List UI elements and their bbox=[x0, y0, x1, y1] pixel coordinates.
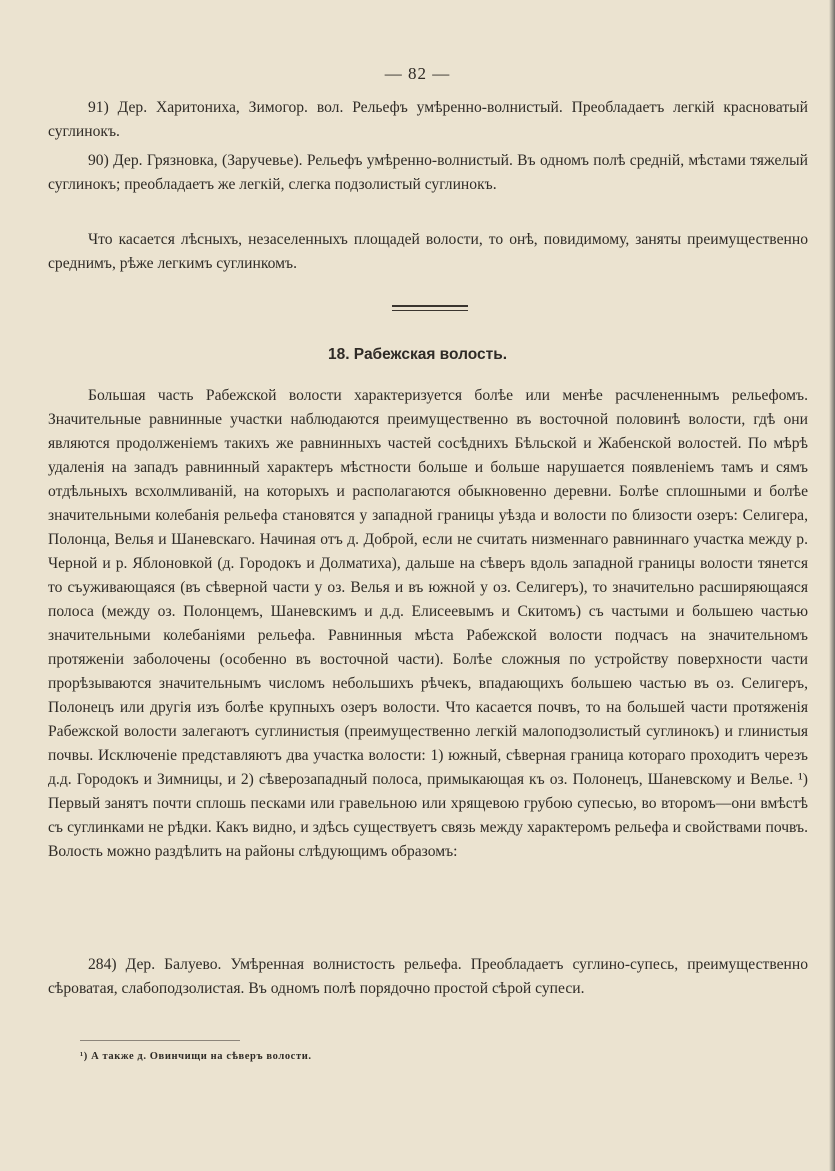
footnote-rule bbox=[80, 1040, 240, 1041]
paragraph-284: 284) Дер. Балуево. Умѣренная волнистость рельефа. Преобладаетъ суглино-супесь, преимущественно сѣроватая, слабоподзолистая. Въ одномъ полѣ порядочно простой сѣрой супеси. bbox=[48, 956, 808, 997]
footnote: ¹) А также д. Овинчищи на сѣверъ волости. bbox=[80, 1051, 312, 1062]
paragraph-91: 91) Дер. Харитониха, Зимогор. вол. Рельефъ умѣренно-волнистый. Преобладаетъ легкій красноватый суглинокъ. bbox=[48, 99, 808, 140]
page-number: — 82 — bbox=[384, 64, 451, 83]
paragraph-90: 90) Дер. Грязновка, (Заручевье). Рельефъ умѣренно-волнистый. Въ одномъ полѣ средній, мѣстами тяжелый суглинокъ; преобладаетъ же легкій, слегка подзолистый суглинокъ. bbox=[48, 152, 808, 193]
paragraph-rabezh-overview: Большая часть Рабежской волости характеризуется болѣе или менѣе расчлененнымъ рельефомъ. Значительные равнинные участки наблюдаются преимущественно въ восточной половинѣ волости, гдѣ они являются продолженіемъ такихъ же равнинныхъ частей сосѣднихъ Бѣльской и Жабенской волостей. По мѣрѣ удаленія на западъ равнинный характеръ мѣстности больше и больше нарушается появленіемъ тамъ и сямъ отдѣльныхъ всхолмливаній, на которыхъ и располагаются обыкновенно деревни. Болѣе сплошными и болѣе значительными колебанія рельефа становятся у западной границы уѣзда и волости по близости озеръ: Селигера, Полонца, Велья и Шаневскаго. Начиная отъ д. Доброй, если не считать низменнаго равниннаго участка между р. Черной и р. Яблоновкой (д. Городокъ и Долматиха), дальше на сѣверъ вдоль западной границы волости тянется то съуживающаяся (въ сѣверной части у оз. Велья и въ южной у оз. Селигеръ), то значительно расширяющаяся полоса (между оз. Полонцемъ, Шаневскимъ и д.д. Елисеевымъ и Скитомъ) съ частыми и большею частью значительными колебаніями рельефа. Равнинныя мѣста Рабежской волости подчасъ на значительномъ протяженіи заболочены (особенно въ восточной части). Болѣе сложныя по устройству поверхности части прорѣзываются значительнымъ числомъ небольшихъ рѣчекъ, впадающихъ большею частью въ оз. Селигеръ, Полонецъ или другія изъ болѣе крупныхъ озеръ волости. Что касается почвъ, то на большей части протяженія Рабежской волости залегаютъ суглинистыя (преимущественно легкій малоподзолистый суглинокъ) и глинистыя почвы. Исключеніе представляютъ два участка волости: 1) южный, сѣверная граница котораго проходитъ черезъ д.д. Городокъ и Зимницы, и 2) сѣверозападный полоса, примыкающая къ оз. Полонецъ, Шаневскому и Велье. ¹) Первый занятъ почти сплошь песками или гравельною или хрящевою грубою супесью, во второмъ—они вмѣстѣ съ суглинками не рѣдки. Какъ видно, и здѣсь существуетъ связь между характеромъ рельефа и свойствами почвъ. Волость можно раздѣлить на районы слѣдующимъ образомъ: bbox=[48, 387, 808, 860]
section-heading: 18. Рабежская волость. bbox=[327, 346, 508, 363]
paragraph-forest-areas: Что касается лѣсныхъ, незаселенныхъ площадей волости, то онѣ, повидимому, заняты преимущественно среднимъ, рѣже легкимъ суглинкомъ. bbox=[48, 231, 808, 272]
page-edge-shadow bbox=[829, 0, 835, 1171]
section-divider bbox=[392, 305, 468, 311]
